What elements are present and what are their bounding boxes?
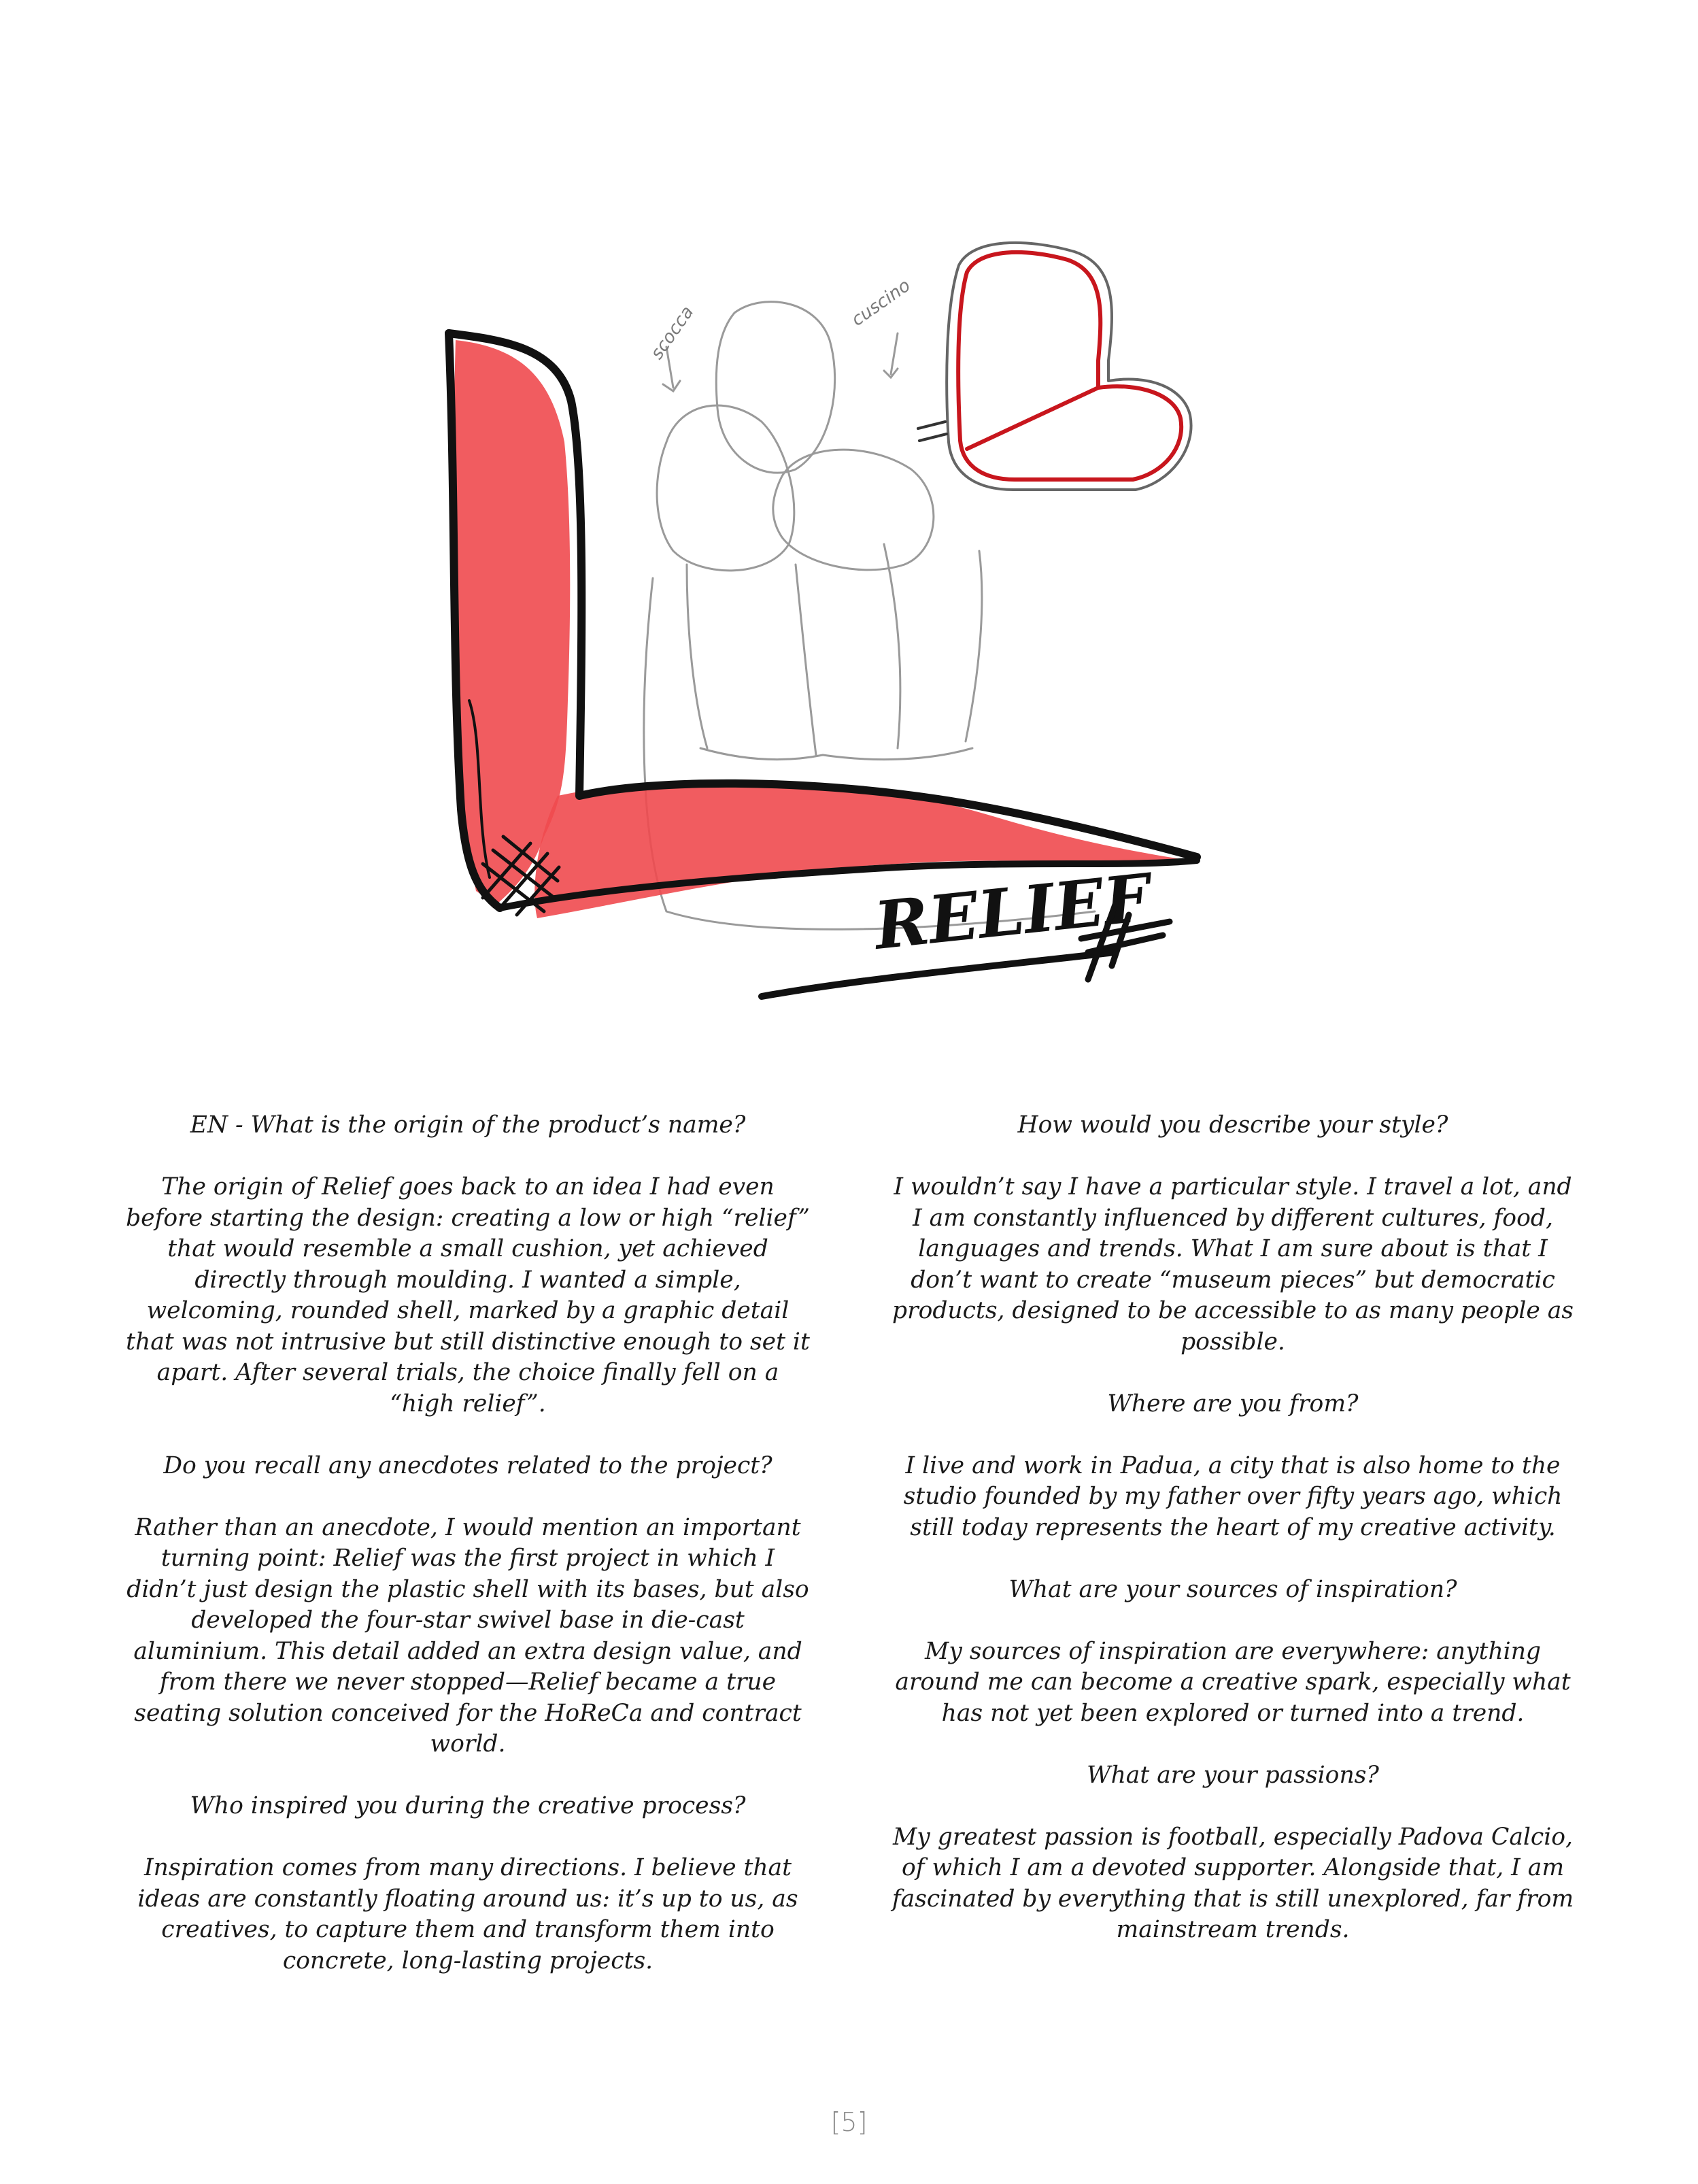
relief-signature (762, 858, 1170, 996)
question: Who inspired you during the creative process? (190, 1792, 746, 1819)
answer: Rather than an anecdote, I would mention an important turning point: Relief was the first project in which I didn’t just design the plastic shell with its bases, but also developed the four-star swivel base in die-cast aluminium. This detail added an extra design value, and from there we never stopped—Relief became a true seating solution conceived for the HoReCa and contract world. (126, 1513, 809, 1758)
question: Do you recall any anecdotes related to the project? (163, 1451, 772, 1479)
pencil-annotations (647, 275, 914, 363)
red-shell-outline (918, 243, 1191, 490)
design-sketch (381, 224, 1333, 1013)
right-column (889, 1110, 1576, 1977)
question: EN - What is the origin of the product’s name? (190, 1111, 746, 1139)
svg-text:cuscino: cuscino (847, 275, 915, 331)
page-number: [5] (830, 2107, 868, 2137)
left-column (124, 1110, 811, 2008)
question: How would you describe your style? (1017, 1111, 1448, 1139)
answer: Inspiration comes from many directions. I believe that ideas are constantly floating around us: it’s up to us, as creatives, to capture them and transform them into concrete, long-lasting projects. (137, 1854, 798, 1975)
answer: My greatest passion is football, especially Padova Calcio, of which I am a devoted supporter. Alongside that, I am fascinated by everything that is still unexplored, far from mainstream trends. (892, 1823, 1574, 1943)
answer: The origin of Relief goes back to an idea I had even before starting the design: creating a low or high “relief” that would resemble a small cushion, yet achieved directly through moulding. I wanted a simple, welcoming, rounded shell, marked by a graphic detail that was not intrusive but still distinctive enough to set it apart. After several trials, the choice finally fell on a “high relief”. (126, 1173, 810, 1417)
answer: I wouldn’t say I have a particular style. I travel a lot, and I am constantly influenced by different cultures, food, languages and trends. What I am sure about is that I don’t want to create “museum pieces” but democratic products, designed to be accessible to as many people as possible. (892, 1173, 1574, 1356)
red-marker-fill (454, 340, 1190, 918)
question: What are your passions? (1087, 1761, 1379, 1789)
question: What are your sources of inspiration? (1008, 1575, 1457, 1603)
question: Where are you from? (1107, 1390, 1359, 1417)
answer: I live and work in Padua, a city that is also home to the studio founded by my father over fifty years ago, which still today represents the heart of my creative activity. (903, 1451, 1563, 1541)
svg-text:RELIEF: RELIEF (870, 858, 1154, 964)
svg-text:scocca: scocca (647, 302, 698, 364)
answer: My sources of inspiration are everywhere: anything around me can become a creative spark, especially what has not yet been explored or turned into a trend. (895, 1637, 1571, 1727)
